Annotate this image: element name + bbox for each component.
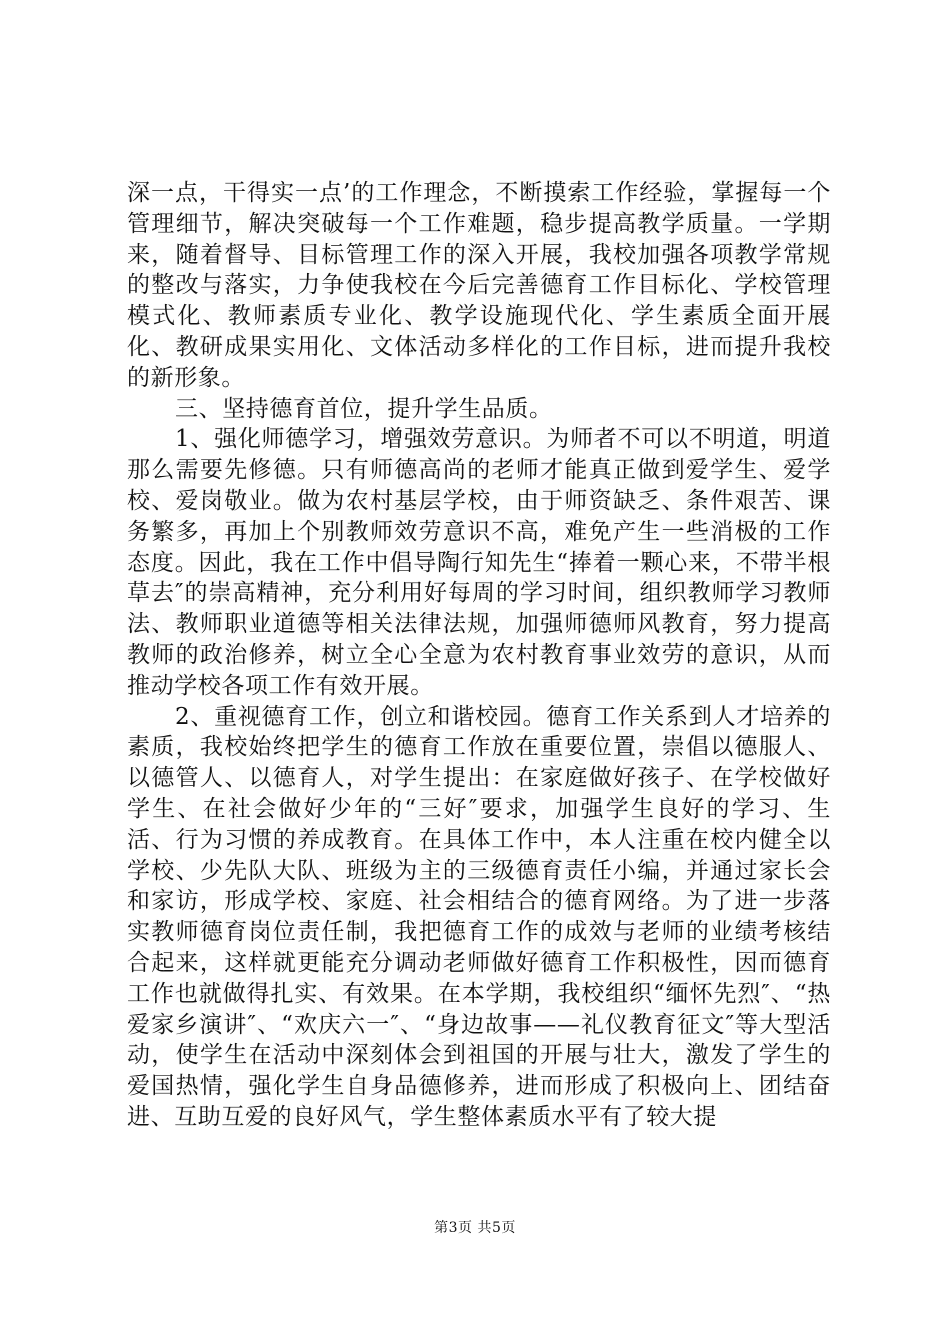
paragraph-moral-education-work: 2、重视德育工作，创立和谐校园。德育工作关系到人才培养的素质，我校始终把学生的德育工作放在重要位置，崇倡以德服人、以德管人、以德育人，对学生提出：在家庭做好孩子、在学校做好学生、在社会做好少年的“三好″要求，加强学生良好的学习、生活、行为习惯的养成教育。在具体工作中，本人注重在校内健全以学校、少先队大队、班级为主的三级德育责任小编，并通过家长会和家访，形成学校、家庭、社会相结合的德育网络。为了进一步落实教师德育岗位责任制，我把德育工作的成效与老师的业绩考核结合起来，这样就更能充分调动老师做好德育工作积极性，因而德育工作也就做得扎实、有效果。在本学期，我校组织“缅怀先烈″、“热爱家乡演讲″、“欢庆六一″、“身边故事——礼仪教育征文″等大型活动，使学生在活动中深刻体会到祖国的开展与壮大，激发了学生的爱国热情，强化学生自身品德修养，进而形成了积极向上、团结奋进、互助互爱的良好风气，学生整体素质水平有了较大提: [127, 703, 831, 1130]
paragraph-continuation: 深一点，干得实一点’的工作理念，不断摸索工作经验，掌握每一个管理细节，解决突破每一个工作难题，稳步提高教学质量。一学期来，随着督导、目标管理工作的深入开展，我校加强各项教学常规的整改与落实，力争使我校在今后完善德育工作目标化、学校管理模式化、教师素质专业化、教学设施现代化、学生素质全面开展化、教研成果实用化、文体活动多样化的工作目标，进而提升我校的新形象。: [127, 180, 831, 391]
paragraph-teacher-ethics: 1、强化师德学习，增强效劳意识。为师者不可以不明道，明道那么需要先修德。只有师德高尚的老师才能真正做到爱学生、爱学校、爱岗敬业。做为农村基层学校，由于师资缺乏、条件艰苦、课务繁多，再加上个别教师效劳意识不高，难免产生一些消极的工作态度。因此，我在工作中倡导陶行知先生“捧着一颗心来，不带半根草去″的崇高精神，充分利用好每周的学习时间，组织教师学习教师法、教师职业道德等相关法律法规，加强师德师风教育，努力提高教师的政治修养，树立全心全意为农村教育事业效劳的意识，从而推动学校各项工作有效开展。: [127, 426, 831, 699]
document-body: [127, 178, 831, 1133]
section-heading-moral-education: 三、坚持德育首位，提升学生品质。: [175, 395, 553, 422]
page-number-footer: 第3页 共5页: [434, 1220, 516, 1236]
